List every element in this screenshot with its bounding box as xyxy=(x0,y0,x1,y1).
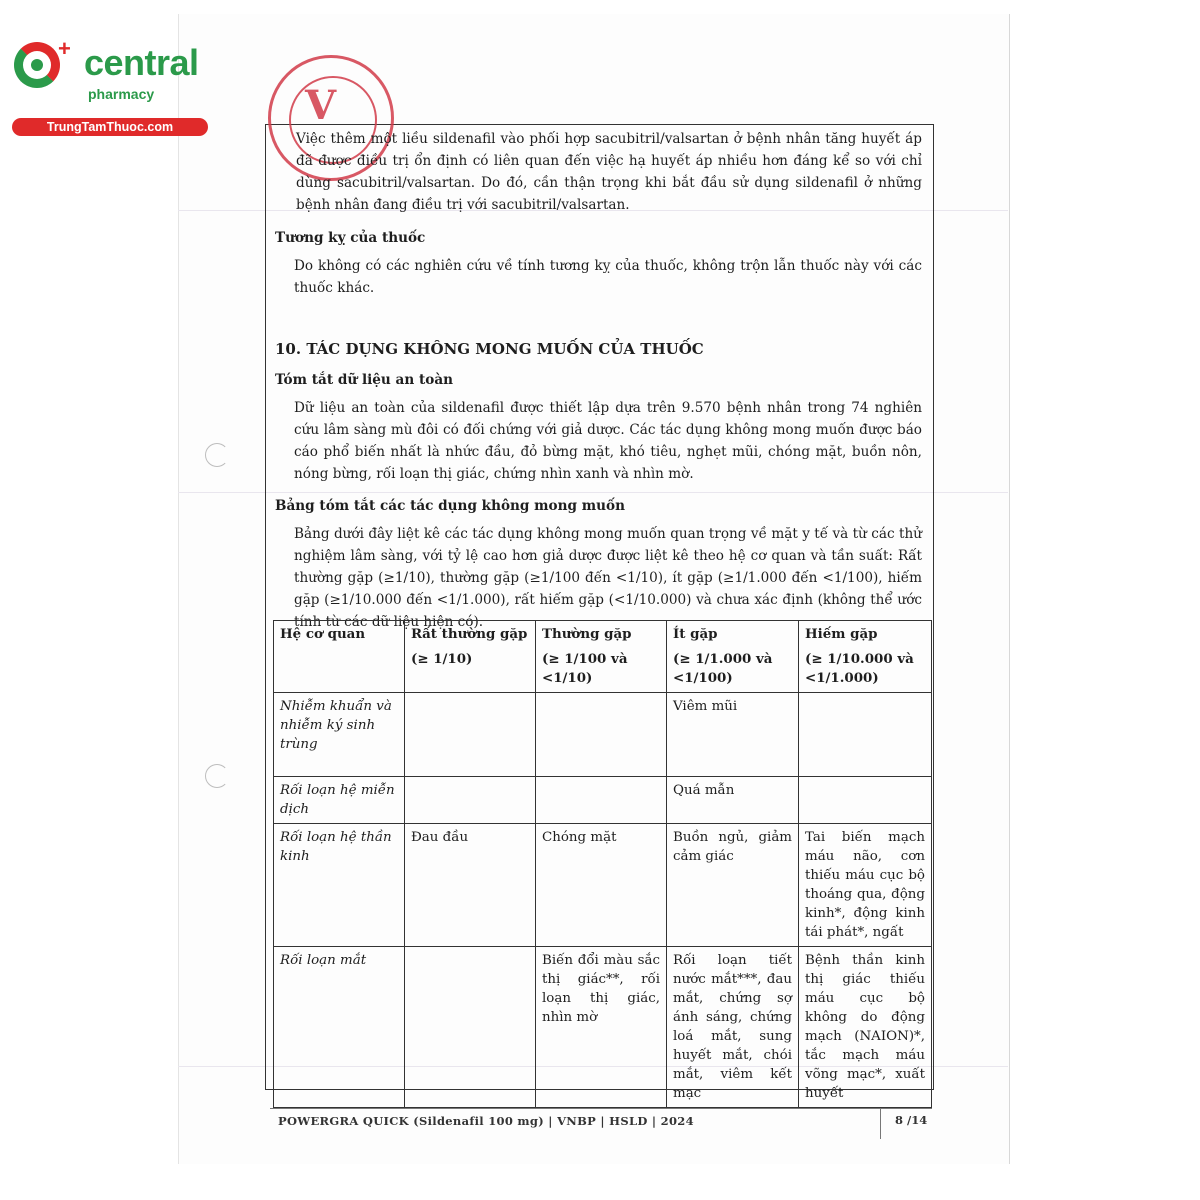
organ-cell: Nhiễm khuẩn và nhiễm ký sinh trùng xyxy=(274,693,405,777)
safety-summary-heading: Tóm tắt dữ liệu an toàn xyxy=(275,372,454,388)
uncommon-cell: Quá mẫn xyxy=(667,777,799,824)
footer-divider xyxy=(270,1108,932,1109)
logo-subtitle: pharmacy xyxy=(88,86,155,102)
incompatibility-heading: Tương kỵ của thuốc xyxy=(275,230,426,246)
ae-table-intro: Bảng dưới đây liệt kê các tác dụng không mong muốn quan trọng về mặt y tế và từ các thử nghiệm lâm sàng, với tỷ lệ cao hơn giả dược được liệt kê theo hệ cơ quan và tần suất: Rất thường gặp (≥1/10), thường gặp (≥1/100 đến <1/10), ít gặp (≥1/1.000 đến <1/100), hiếm gặp (≥1/10.000 đến <1/1.000), rất hiếm gặp (<1/10.000) và chưa xác định (không thể ước tính từ các dữ liệu hiện có). xyxy=(294,526,922,630)
rare-cell: Bệnh thần kinh thị giác thiếu máu cục bộ không do động mạch (NAION)*, tắc mạch máu võng mạc*, xuất huyết xyxy=(799,947,932,1108)
common-cell: Chóng mặt xyxy=(536,824,667,947)
rare-cell: Tai biến mạch máu não, cơn thiếu máu cục bộ thoáng qua, động kinh*, động kinh tái phát*, ngất xyxy=(799,824,932,947)
stamp-emblem-icon: V xyxy=(305,82,337,129)
rare-cell xyxy=(799,777,932,824)
pharmacy-logo[interactable] xyxy=(10,38,220,138)
organ-cell: Rối loạn hệ thần kinh xyxy=(274,824,405,947)
plus-icon: + xyxy=(58,36,71,61)
uncommon-cell: Rối loạn tiết nước mắt***, đau mắt, chứng sợ ánh sáng, chứng loá mắt, sung huyết mắt, chói mắt, viêm kết mạc xyxy=(667,947,799,1108)
page-number: 8 /14 xyxy=(895,1113,928,1127)
rare-cell xyxy=(799,693,932,777)
uncommon-cell: Buồn ngủ, giảm cảm giác xyxy=(667,824,799,947)
table-header-row xyxy=(274,621,932,693)
uncommon-cell: Viêm mũi xyxy=(667,693,799,777)
footer-product-line: POWERGRA QUICK (Sildenafil 100 mg) | VNBP | HSLD | 2024 xyxy=(278,1114,694,1128)
page-number-divider xyxy=(880,1109,881,1139)
incompatibility-paragraph: Do không có các nghiên cứu về tính tương kỵ của thuốc, không trộn lẫn thuốc này với các thuốc khác. xyxy=(294,258,922,296)
common-cell xyxy=(536,777,667,824)
section-10-title: 10. TÁC DỤNG KHÔNG MONG MUỐN CỦA THUỐC xyxy=(275,340,704,358)
punch-hole xyxy=(205,764,229,788)
header-uncommon: Ít gặp (≥ 1/1.000 và <1/100) xyxy=(667,621,799,693)
common-cell: Biến đổi màu sắc thị giác**, rối loạn thị giác, nhìn mờ xyxy=(536,947,667,1108)
adverse-effects-table xyxy=(273,620,932,1108)
safety-summary-paragraph: Dữ liệu an toàn của sildenafil được thiết lập dựa trên 9.570 bệnh nhân trong 74 nghiên cứu lâm sàng mù đôi có đối chứng với giả dược. Các tác dụng không mong muốn được báo cáo phổ biến nhất là nhức đầu, đỏ bừng mặt, khó tiêu, nghẹt mũi, chóng mặt, buồn nôn, nóng bừng, rối loạn thị giác, chứng nhìn xanh và nhìn mờ. xyxy=(294,400,922,482)
header-rare: Hiếm gặp (≥ 1/10.000 và <1/1.000) xyxy=(799,621,932,693)
ae-table-heading: Bảng tóm tắt các tác dụng không mong muốn xyxy=(275,498,625,514)
logo-url: TrungTamThuoc.com xyxy=(12,118,208,136)
table-row xyxy=(274,824,932,947)
table-row xyxy=(274,693,932,777)
header-very-common: Rất thường gặp (≥ 1/10) xyxy=(405,621,536,693)
organ-cell: Rối loạn mắt xyxy=(274,947,405,1108)
header-common: Thường gặp (≥ 1/100 và <1/10) xyxy=(536,621,667,693)
very-common-cell xyxy=(405,947,536,1108)
very-common-cell xyxy=(405,777,536,824)
common-cell xyxy=(536,693,667,777)
table-row xyxy=(274,947,932,1108)
organ-cell: Rối loạn hệ miễn dịch xyxy=(274,777,405,824)
very-common-cell: Đau đầu xyxy=(405,824,536,947)
sacubitril-paragraph: Việc thêm một liều sildenafil vào phối hợp sacubitril/valsartan ở bệnh nhân tăng huyết áp đã được điều trị ổn định có liên quan đến việc hạ huyết áp nhiều hơn đáng kể so với chỉ dùng sacubitril/valsartan. Do đó, cần thận trọng khi bắt đầu sử dụng sildenafil ở những bệnh nhân đang điều trị với sacubitril/valsartan. xyxy=(296,131,922,213)
logo-brand: central xyxy=(84,42,199,83)
header-organ-system: Hệ cơ quan xyxy=(274,621,405,693)
table-row xyxy=(274,777,932,824)
punch-hole xyxy=(205,443,229,467)
very-common-cell xyxy=(405,693,536,777)
